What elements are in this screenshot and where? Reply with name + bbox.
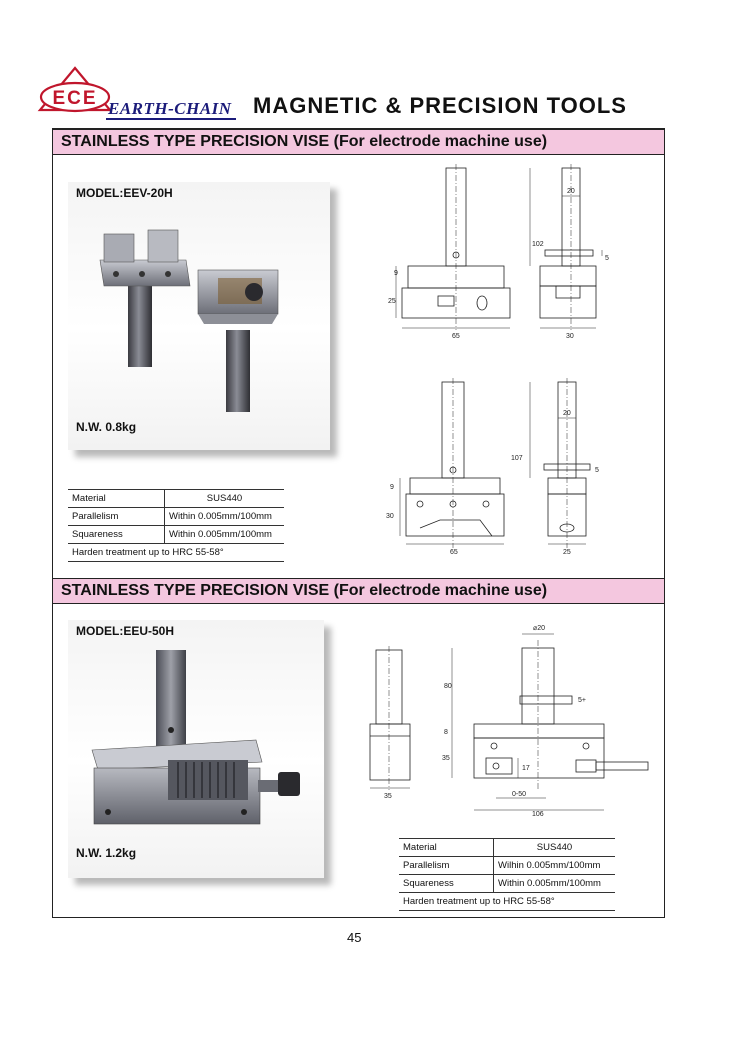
dim-35-width: 35 — [384, 793, 392, 800]
dim-9: 9 — [394, 270, 398, 277]
dim-8: 8 — [444, 729, 448, 736]
table-row — [399, 839, 615, 857]
dim-phi20: ⌀20 — [533, 625, 546, 632]
table-row — [399, 857, 615, 875]
dim-20: 20 — [563, 410, 571, 417]
section-2-heading-band — [53, 578, 664, 604]
dim-20: 20 — [567, 188, 575, 195]
spec-label: Parallelism — [68, 508, 165, 526]
spec-label: Squareness — [68, 526, 165, 544]
spec-value: SUS440 — [494, 839, 616, 857]
technical-drawing-eev-20h-bottom — [380, 378, 620, 558]
technical-drawing-eeu-50h — [356, 620, 656, 820]
spec-value: Within 0.005mm/100mm — [165, 526, 285, 544]
spec-value: Within 0.005mm/100mm — [494, 875, 616, 893]
model-label-1: MODEL:EEV-20H — [76, 186, 173, 200]
table-row — [68, 526, 284, 544]
product-photo-eeu-50h — [68, 620, 324, 878]
dim-106: 106 — [532, 811, 544, 818]
dim-30: 30 — [566, 333, 574, 340]
product-photo-eev-20h — [68, 182, 330, 450]
spec-value: Wilhin 0.005mm/100mm — [494, 857, 616, 875]
spec-table-1 — [68, 489, 284, 562]
dim-102: 102 — [532, 241, 544, 248]
page-number: 45 — [347, 930, 362, 945]
brand-underline — [106, 118, 236, 120]
section-1-heading-band — [53, 129, 664, 155]
table-row — [68, 490, 284, 508]
page-title: MAGNETIC & PRECISION TOOLS — [253, 93, 627, 118]
spec-label: Parallelism — [399, 857, 494, 875]
spec-value: Within 0.005mm/100mm — [165, 508, 285, 526]
spec-label: Squareness — [399, 875, 494, 893]
net-weight-1: N.W. 0.8kg — [76, 420, 137, 434]
section-1-heading: STAINLESS TYPE PRECISION VISE (For electrode machine use) — [61, 133, 548, 150]
dim-65: 65 — [450, 549, 458, 556]
net-weight-2: N.W. 1.2kg — [76, 846, 137, 860]
dim-17: 17 — [522, 765, 530, 772]
spec-label: Material — [399, 839, 494, 857]
vise-photo-illustration — [68, 620, 324, 878]
table-row — [399, 875, 615, 893]
dim-25: 25 — [563, 549, 571, 556]
dim-5: 5 — [595, 467, 599, 474]
dim-65: 65 — [452, 333, 460, 340]
vise-photo-illustration — [68, 182, 330, 450]
dim-0-50: 0-50 — [512, 791, 527, 798]
spec-value: SUS440 — [165, 490, 285, 508]
dim-30: 30 — [386, 513, 394, 520]
dim-5: 5+ — [578, 697, 586, 704]
section-2-heading: STAINLESS TYPE PRECISION VISE (For electrode machine use) — [61, 582, 548, 599]
dim-5: 5 — [605, 255, 609, 262]
table-row — [68, 544, 284, 562]
dim-107: 107 — [511, 455, 523, 462]
brand-name: EARTH-CHAIN — [108, 99, 232, 118]
spec-note: Harden treatment up to HRC 55-58° — [68, 544, 284, 562]
logo-initials: ECE — [52, 88, 98, 109]
dim-25: 25 — [388, 298, 396, 305]
spec-label: Material — [68, 490, 165, 508]
ece-logo-mark — [36, 64, 114, 122]
dim-80: 80 — [444, 683, 452, 690]
technical-drawing-eev-20h-top — [380, 160, 620, 345]
dim-35: 35 — [442, 755, 450, 762]
dim-9: 9 — [390, 484, 394, 491]
spec-note: Harden treatment up to HRC 55-58° — [399, 893, 615, 911]
table-row — [399, 893, 615, 911]
spec-table-2 — [399, 838, 615, 911]
model-label-2: MODEL:EEU-50H — [76, 624, 175, 638]
table-row — [68, 508, 284, 526]
